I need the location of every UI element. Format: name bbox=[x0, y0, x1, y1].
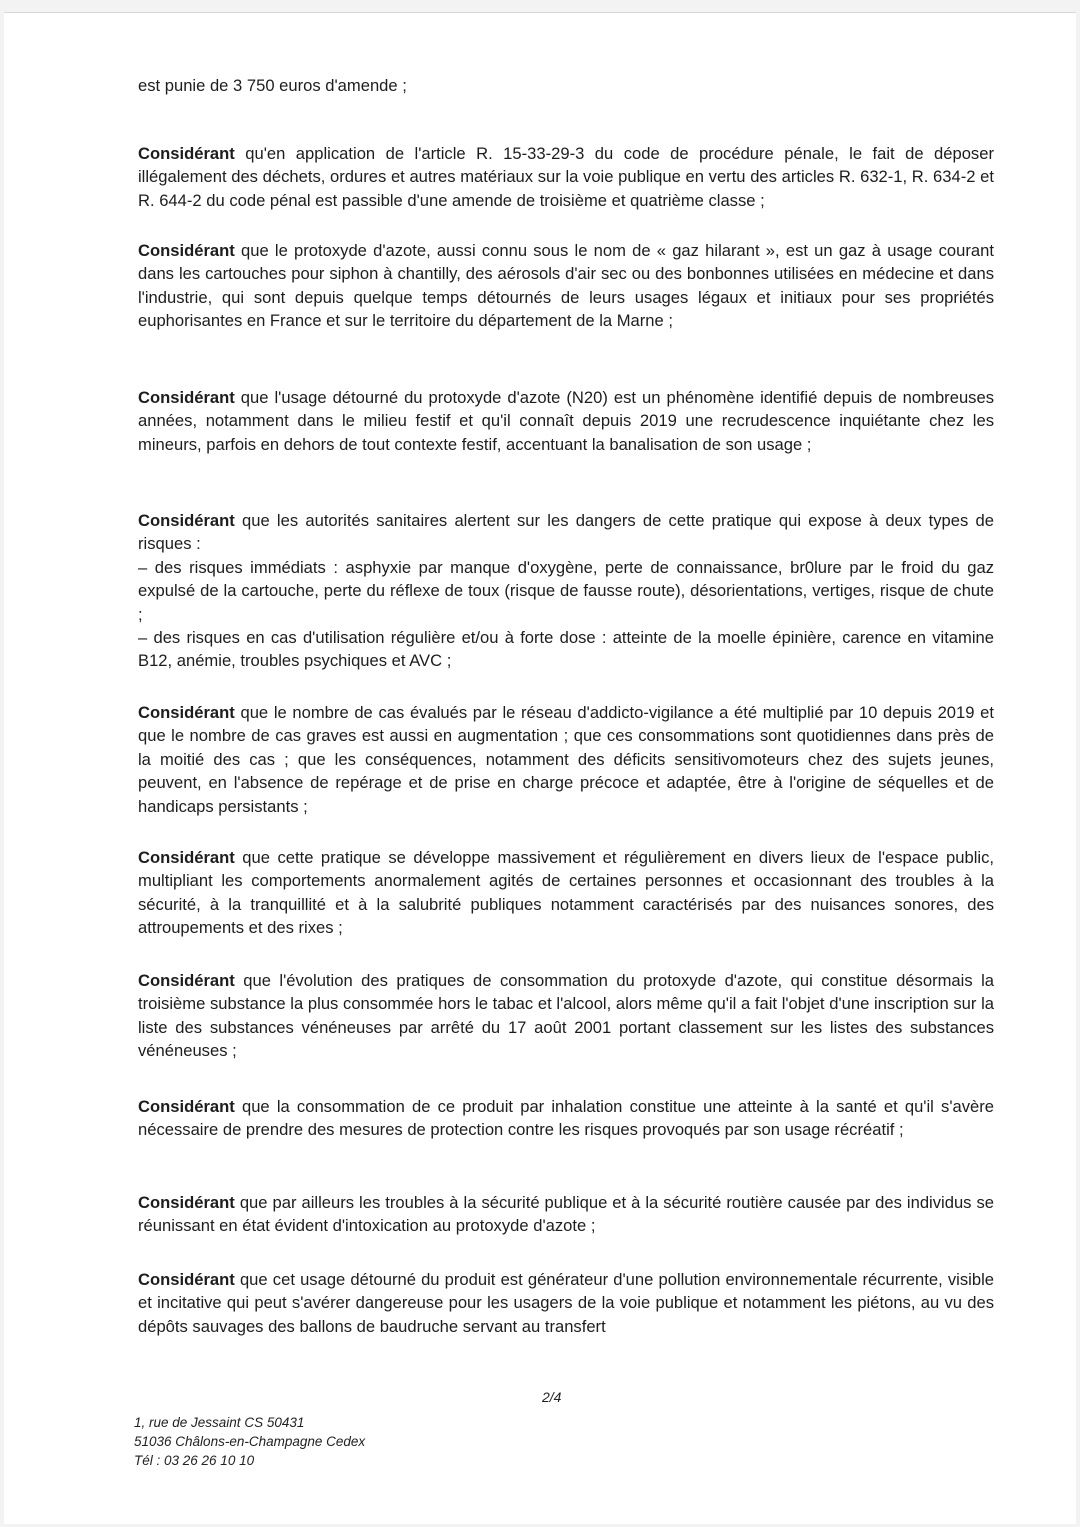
paragraph-4 bbox=[138, 509, 994, 673]
paragraph-text: que l'usage détourné du protoxyde d'azote (N20) est un phénomène identifié depuis de nombreuses années, notamment dans le milieu festif et qu'il connaît depuis 2019 une recrudescence inquiétante chez les mineurs, parfois en dehors de tout contexte festif, accentuant la banalisation de son usage ; bbox=[138, 388, 994, 454]
risk-item: – des risques immédiats : asphyxie par manque d'oxygène, perte de connaissance, br0lure par le froid du gaz expulsé de la cartouche, perte du réflexe de toux (risque de fausse route), désorientations, vertiges, risque de chute ; bbox=[138, 557, 994, 624]
keyword: Considérant bbox=[138, 388, 235, 407]
paragraph-6 bbox=[138, 846, 994, 940]
intro-text: est punie de 3 750 euros d'amende ; bbox=[138, 76, 407, 95]
paragraph-1 bbox=[138, 142, 994, 212]
keyword: Considérant bbox=[138, 1097, 235, 1116]
paragraph-text: qu'en application de l'article R. 15-33-29-3 du code de procédure pénale, le fait de déposer illégalement des déchets, ordures et autres matériaux sur la voie publique en vertu des articles R. 632-1, R. 634-2 et R. 644-2 du code pénal est passible d'une amende de troisième et quatrième classe ; bbox=[138, 144, 994, 210]
paragraph-10 bbox=[138, 1268, 994, 1338]
footer-address bbox=[134, 1413, 365, 1470]
paragraph-9 bbox=[138, 1191, 994, 1238]
page-number: 2/4 bbox=[542, 1389, 562, 1405]
paragraph-8 bbox=[138, 1095, 994, 1142]
risk-item: – des risques en cas d'utilisation régulière et/ou à forte dose : atteinte de la moelle épinière, carence en vitamine B12, anémie, troubles psychiques et AVC ; bbox=[138, 628, 994, 671]
keyword: Considérant bbox=[138, 848, 235, 867]
paragraph-text: que cet usage détourné du produit est générateur d'une pollution environnementale récurrente, visible et incitative qui peut s'avérer dangereuse pour les usagers de la voie publique et notamment les piétons, au vu des dépôts sauvages des ballons de baudruche servant au transfert bbox=[138, 1270, 994, 1336]
paragraph-text: que cette pratique se développe massivement et régulièrement en divers lieux de l'espace public, multipliant les comportements anormalement agités de certaines personnes et occasionnant des troubles à la sécurité, à la tranquillité et à la salubrité publiques notamment caractérisés par des nuisances sonores, des attroupements et des rixes ; bbox=[138, 848, 994, 938]
keyword: Considérant bbox=[138, 971, 235, 990]
paragraph-2 bbox=[138, 239, 994, 333]
paragraph-text: que le nombre de cas évalués par le réseau d'addicto-vigilance a été multiplié par 10 depuis 2019 et que le nombre de cas graves est aussi en augmentation ; que ces consommations sont quotidiennes dans près de la moitié des cas ; que les conséquences, notamment des déficits sensitivomoteurs chez des sujets jeunes, peuvent, en l'absence de repérage et de prise en charge précoce et adaptée, être à l'origine de séquelles et de handicaps persistants ; bbox=[138, 703, 994, 816]
keyword: Considérant bbox=[138, 511, 235, 530]
paragraph-3 bbox=[138, 386, 994, 456]
paragraph-text: que par ailleurs les troubles à la sécurité publique et à la sécurité routière causée par des individus se réunissant en état évident d'intoxication au protoxyde d'azote ; bbox=[138, 1193, 994, 1236]
paragraph-5 bbox=[138, 701, 994, 818]
document-page bbox=[4, 12, 1076, 1524]
keyword: Considérant bbox=[138, 703, 235, 722]
paragraph-text: que le protoxyde d'azote, aussi connu sous le nom de « gaz hilarant », est un gaz à usage courant dans les cartouches pour siphon à chantilly, des aérosols d'air sec ou des bonbonnes utilisées en médecine et dans l'industrie, qui sont depuis quelque temps détournés de leurs usages légaux et initiaux pour ses propriétés euphorisantes en France et sur le territoire du département de la Marne ; bbox=[138, 241, 994, 331]
paragraph-text: que la consommation de ce produit par inhalation constitue une atteinte à la santé et qu'il s'avère nécessaire de prendre des mesures de protection contre les risques provoqués par son usage récréatif ; bbox=[138, 1097, 994, 1140]
paragraph-text: que l'évolution des pratiques de consommation du protoxyde d'azote, qui constitue désormais la troisième substance la plus consommée hors le tabac et l'alcool, alors même qu'il a fait l'objet d'une inscription sur la liste des substances vénéneuses par arrêté du 17 août 2001 portant classement sur les listes des substances vénéneuses ; bbox=[138, 971, 994, 1061]
address-line-2: 51036 Châlons-en-Champagne Cedex bbox=[134, 1434, 366, 1449]
paragraph-text: que les autorités sanitaires alertent sur les dangers de cette pratique qui expose à deux types de risques : bbox=[138, 511, 994, 554]
address-line-1: 1, rue de Jessaint CS 50431 bbox=[134, 1415, 305, 1430]
keyword: Considérant bbox=[138, 241, 235, 260]
keyword: Considérant bbox=[138, 144, 235, 163]
keyword: Considérant bbox=[138, 1270, 235, 1289]
paragraph-7 bbox=[138, 969, 994, 1063]
keyword: Considérant bbox=[138, 1193, 235, 1212]
phone: Tél : 03 26 26 10 10 bbox=[134, 1453, 255, 1468]
